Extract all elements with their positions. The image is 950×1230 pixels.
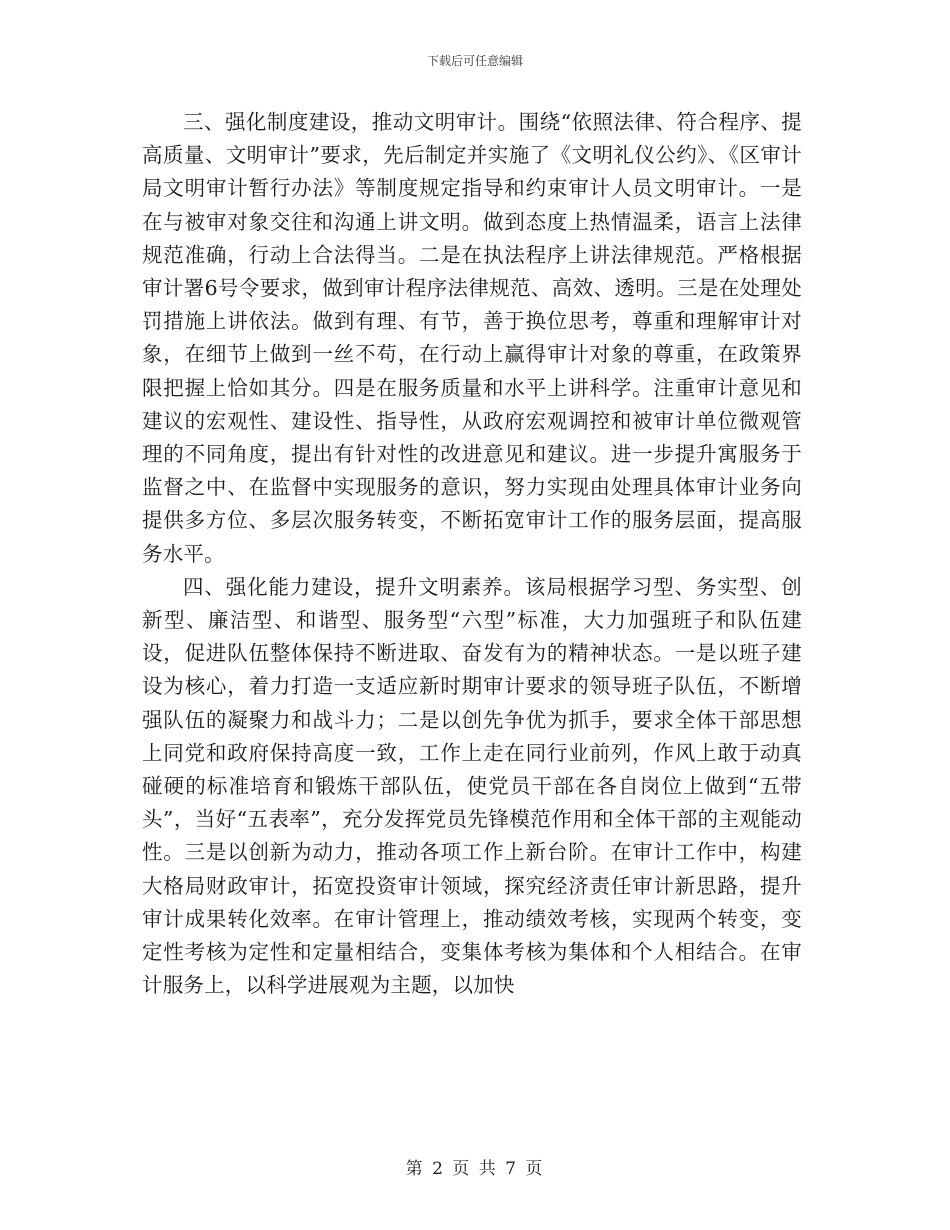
page-footer: 第 2 页 共 7 页 bbox=[405, 1159, 545, 1179]
paragraph-4: 四、强化能力建设，提升文明素养。该局根据学习型、务实型、创新型、廉洁型、和谐型、服务型“六型”标准，大力加强班子和队伍建设，促进队伍整体保持不断进取、奋发有为的精神状态。一是以班子建设为核心，着力打造一支适应新时期审计要求的领导班子队伍，不断增强队伍的凝聚力和战斗力；二是以创先争优为抓手，要求全体干部思想上同党和政府保持高度一致，工作上走在同行业前列，作风上敢于动真碰硬的标准培育和锻炼干部队伍，使党员干部在各自岗位上做到“五带头”，当好“五表率”，充分发挥党员先锋模范作用和全体干部的主观能动性。三是以创新为动力，推动各项工作上新台阶。在审计工作中，构建大格局财政审计，拓宽投资审计领域，探究经济责任审计新思路，提升审计成果转化效率。在审计管理上，推动绩效考核，实现两个转变，变定性考核为定性和定量相结合，变集体考核为集体和个人相结合。在审计服务上，以科学进展观为主题，以加快 bbox=[142, 574, 802, 998]
page-header: 下载后可任意编辑 bbox=[426, 54, 523, 68]
document-body bbox=[142, 106, 802, 1002]
paragraph-3: 三、强化制度建设，推动文明审计。围绕“依照法律、符合程序、提高质量、文明审计”要求，先后制定并实施了《文明礼仪公约》、《区审计局文明审计暂行办法》等制度规定指导和约束审计人员文明审计。一是在与被审对象交往和沟通上讲文明。做到态度上热情温柔，语言上法律规范准确，行动上合法得当。二是在执法程序上讲法律规范。严格根据审计署6号令要求，做到审计程序法律规范、高效、透明。三是在处理处罚措施上讲依法。做到有理、有节，善于换位思考，尊重和理解审计对象，在细节上做到一丝不苟，在行动上赢得审计对象的尊重，在政策界限把握上恰如其分。四是在服务质量和水平上讲科学。注重审计意见和建议的宏观性、建设性、指导性，从政府宏观调控和被审计单位微观管理的不同角度，提出有针对性的改进意见和建议。进一步提升寓服务于监督之中、在监督中实现服务的意识，努力实现由处理具体审计业务向提供多方位、多层次服务转变，不断拓宽审计工作的服务层面，提高服务水平。 bbox=[142, 110, 802, 566]
